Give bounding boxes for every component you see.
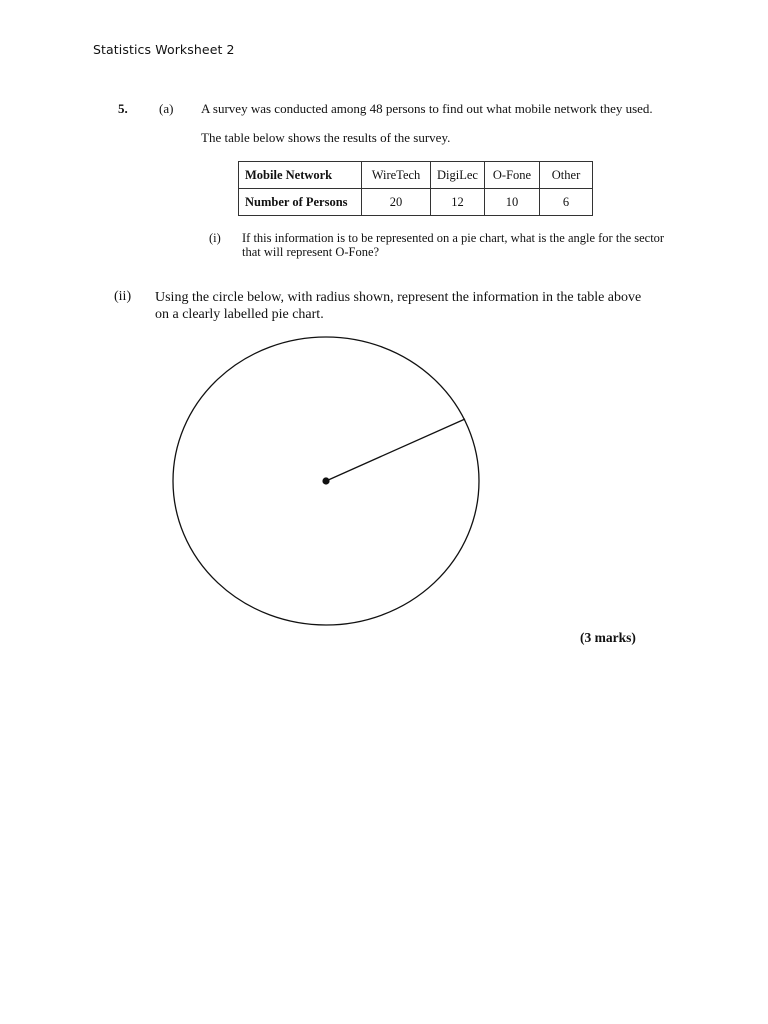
- sub-question-ii-label: (ii): [114, 289, 132, 304]
- table-row: [239, 189, 593, 216]
- part-a-text: A survey was conducted among 48 persons to find out what mobile network they used.: [201, 101, 653, 116]
- table-row-label: Number of Persons: [239, 189, 362, 216]
- worksheet-title: Statistics Worksheet 2: [93, 42, 235, 57]
- table-header-label: Mobile Network: [239, 162, 362, 189]
- table-network-cell: Other: [540, 162, 593, 189]
- table-network-cell: WireTech: [362, 162, 431, 189]
- sub-question-i-label: (i): [209, 231, 221, 245]
- sub-question-i-text: If this information is to be represented on a pie chart, what is the angle for the sector that will represent O-Fone?: [242, 231, 665, 259]
- table-count-cell: 12: [431, 189, 485, 216]
- table-count-cell: 20: [362, 189, 431, 216]
- table-intro: The table below shows the results of the survey.: [201, 130, 451, 145]
- table-count-cell: 10: [485, 189, 540, 216]
- marks-label: (3 marks): [580, 630, 636, 645]
- table-network-cell: O-Fone: [485, 162, 540, 189]
- sub-question-ii-text: Using the circle below, with radius shown, represent the information in the table above on a clearly labelled pie chart.: [155, 290, 642, 322]
- survey-table: [238, 161, 593, 216]
- table-row: [239, 162, 593, 189]
- pie-chart-circle: [168, 332, 488, 632]
- center-point: [322, 477, 329, 484]
- question-number: 5.: [118, 101, 128, 116]
- table-count-cell: 6: [540, 189, 593, 216]
- table-network-cell: DigiLec: [431, 162, 485, 189]
- part-a-label: (a): [159, 101, 174, 116]
- radius-line: [326, 419, 465, 481]
